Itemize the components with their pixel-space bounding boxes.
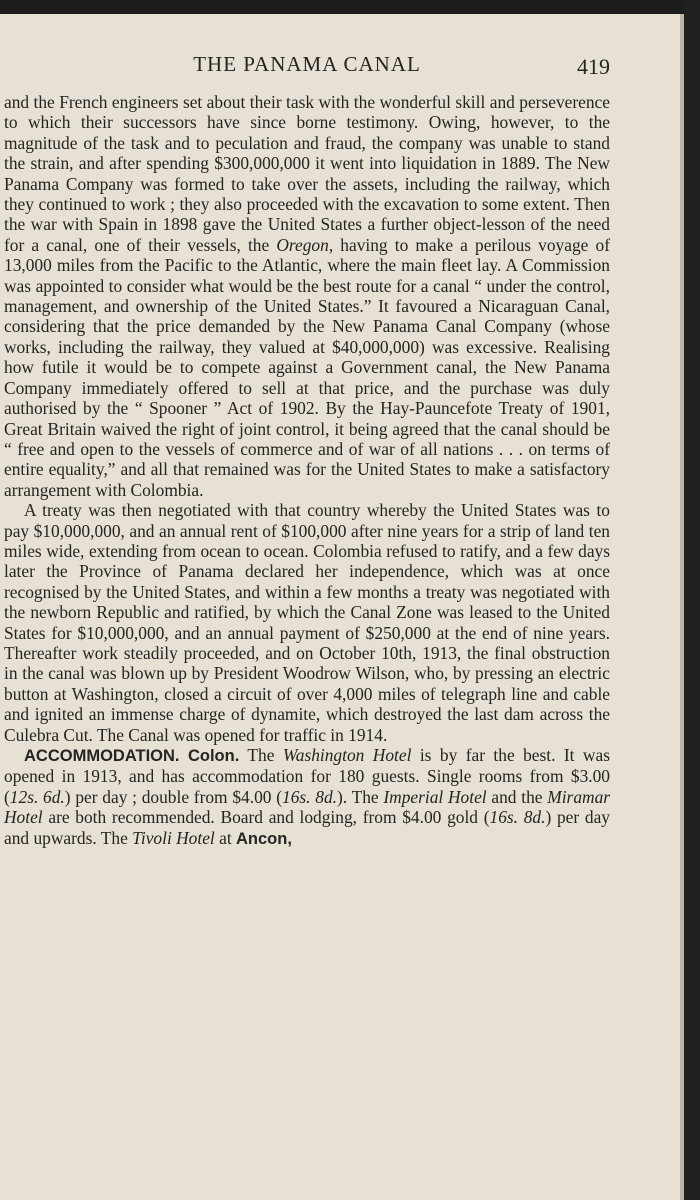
paragraph-french-engineers	[4, 92, 610, 500]
paragraph-1-text-b: having to make a perilous voyage of 13,000 miles from the Pacific to the Atlantic, where the main fleet lay. A Commission was appointed to consider what would be the best route for a canal “ under the control, management, and ownership of the United States.” It favoured a Nicaraguan Canal, considering that the price demanded by the New Panama Canal Company (whose works, including the railway, they valued at $40,000,000) was excessive. Realising how futile it would be to compete against a Government canal, the New Panama Company immediately offered to sell at that price, and the purchase was duly authorised by the “ Spooner ” Act of 1902. By the Hay-Pauncefote Treaty of 1901, Great Britain waived the right of joint control, it being agreed that the canal should be “ free and open to the vessels of commerce and of war of all nations . . . on terms of entire equality,” and all that remained was for the United States to make a satisfactory arrangement with Colombia.	[4, 234, 610, 500]
price-single-sterling: 12s. 6d.	[9, 786, 65, 807]
accommodation-text-a: The	[239, 745, 283, 765]
paragraph-accommodation	[4, 745, 610, 849]
hotel-miramar: Miramar Hotel	[4, 786, 611, 828]
accommodation-text-d: ). The	[337, 786, 384, 807]
price-board-sterling: 16s. 8d.	[489, 807, 546, 828]
place-colon: Colon.	[187, 747, 240, 765]
page-right-edge	[684, 0, 700, 1200]
accommodation-text-f: are both recommended. Board and lodging, from $4.00 gold (	[42, 807, 490, 828]
ship-name-oregon: Oregon,	[276, 234, 334, 255]
page-text-area	[4, 52, 610, 849]
body-text	[4, 92, 610, 849]
hotel-washington: Washington Hotel	[282, 745, 412, 765]
paragraph-2-text: A treaty was then negotiated with that country whereby the United States was to pay $10,000,000, and an annual rent of $100,000 after nine years for a strip of land ten miles wide, extending from ocean to ocean. Colombia refused to ratify, and a few days later the Province of Panama declared her independence, which was at once recognised by the United States, and within a few months a treaty was negotiated with the newborn Republic and ratified, by which the Canal Zone was leased to the United States for $10,000,000, and an annual payment of $250,000 at the end of nine years. Thereafter work steadily proceeded, and on October 10th, 1913, the final obstruction in the canal was blown up by President Woodrow Wilson, who, by pressing an electric button at Washington, closed a circuit of over 4,000 miles of telegraph line and cable and ignited an immense charge of dynamite, which destroyed the last dam across the Culebra Cut. The Canal was opened for traffic in 1914.	[4, 500, 610, 745]
page-top-edge	[0, 0, 700, 14]
accommodation-text-e: and the	[486, 786, 548, 807]
running-head-title: THE PANAMA CANAL	[193, 52, 421, 76]
place-ancon: Ancon,	[236, 829, 292, 848]
hotel-imperial: Imperial Hotel	[383, 786, 487, 807]
accommodation-text-h: at	[214, 827, 237, 848]
paragraph-1-text-a: and the French engineers set about their task with the wonderful skill and perseverence to which their successors have since borne testimony. Owing, however, to the magnitude of the task and to peculation and fraud, the company was unable to stand the strain, and after spending $300,000,000 it went into liquidation in 1889. The New Panama Company was formed to take over the assets, including the railway, which they continued to work ; they also proceeded with the excavation to some extent. Then the war with Spain in 1898 gave the United States a further object-lesson of the need for a canal, one of their vessels, the	[4, 92, 610, 255]
price-double-sterling: 16s. 8d.	[282, 786, 337, 807]
running-head	[4, 52, 610, 88]
accommodation-text-b: is by far the best. It was opened in 1913, and has accommodation for 180 guests. Single rooms from $3.00 (	[4, 745, 610, 807]
accommodation-heading: ACCOMMODATION.	[24, 747, 180, 765]
accommodation-text-c: ) per day ; double from $4.00 (	[64, 786, 282, 807]
hotel-tivoli: Tivoli Hotel	[132, 827, 215, 848]
accommodation-text-g: ) per day and upwards. The	[4, 807, 610, 848]
page-number: 419	[577, 54, 610, 79]
paragraph-treaty	[4, 500, 610, 745]
